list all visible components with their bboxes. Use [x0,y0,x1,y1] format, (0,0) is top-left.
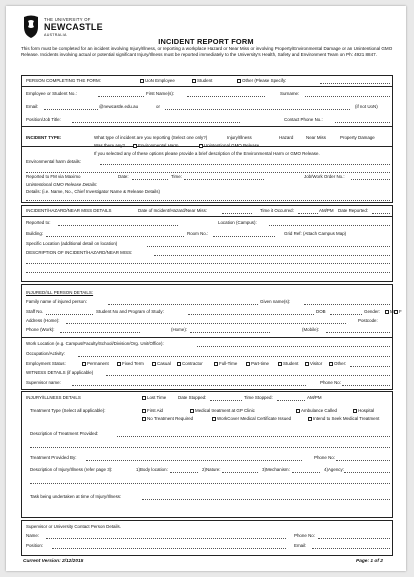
visitor-option[interactable]: Visitor [305,361,322,366]
form-title: INCIDENT REPORT FORM [158,37,254,46]
gender-label: Gender: [364,309,381,314]
incident-type-question: What type of incident are you reporting (Select one only?) [94,135,208,140]
incident-details-section [21,205,393,282]
incident-type-label: INCIDENT TYPE: [26,135,62,140]
contact-position-label: Position: [26,543,44,548]
contractor-checkbox[interactable] [177,362,181,366]
first-names-label: First Name(s): [146,91,175,96]
room-no-field[interactable] [213,236,275,237]
mechanism-label: 3)Mechanism: [262,467,290,472]
treatment-type-label: Treatment Type (Select all applicable): [30,408,106,413]
gmo-details-hint: Details: (i.e. Name, No., Chief Investigator Name & Release Details) [26,189,160,194]
first-aid-option[interactable]: First Aid [142,408,163,413]
nature-label: 2)Nature: [202,467,221,472]
no-treatment-checkbox[interactable] [142,417,146,421]
workcover-checkbox[interactable] [212,417,216,421]
dob-label: DOB [316,309,326,314]
witness-details-label: WITNESS DETAILS (if applicable) [26,370,94,375]
treatment-phone-field[interactable] [336,460,390,461]
contact-name-label: Name: [26,533,40,538]
time-stopped-label: Time Stopped: [244,395,273,400]
desc-treatment-line-2[interactable] [30,447,390,448]
staff-no-label: Staff No. [26,309,44,314]
incident-date-label: Date of Incident/Hazard/Near Miss: [138,208,208,213]
nature-field[interactable] [222,472,258,473]
maximo-date-label: Date: [118,174,129,179]
uon-employee-checkbox[interactable] [140,79,144,83]
supervisor-contact-section [21,520,393,556]
incident-time-label: Time it Occurred: [260,208,294,213]
description-field[interactable] [154,255,390,256]
version-text: Current Version: 2/12/2015 [23,559,84,564]
date-reported-label: Date Reported: [338,208,369,213]
coat-of-arms-icon [22,15,40,39]
task-label: Task being undertaken at time of Injury/Illness: [30,494,122,499]
job-no-label: Job/Work Order No.: [304,174,345,179]
home-address-label: Address (Home): [26,318,60,323]
occupation-label: Occupation/Activity: [26,351,65,356]
work-location-label: Work Location (e.g. Campus/Faculty/School/Division/Org. Unit/Office): [26,341,164,346]
injury-details-header: INJURY/ILLNESS DETAILS [26,395,81,400]
supervisor-name-field[interactable] [72,385,306,386]
near-miss-option[interactable]: Near Miss [306,135,326,140]
email-domain-text: @newcastle.edu.au [99,104,139,109]
part-time-option[interactable]: Part-time [246,361,269,366]
fixed-term-option[interactable]: Fixed Term [117,361,144,366]
body-location-label: 1)Body location: [136,467,168,472]
student-status-checkbox[interactable] [278,362,282,366]
student-no-label: Student No and Program of Study: [96,309,164,314]
surname-label: Surname: [280,91,300,96]
grid-ref-label: Grid Ref: (Attach Campus Map) [284,231,347,236]
family-name-label: Family name of injured person: [26,299,87,304]
contact-phone-no-label: Phone No: [294,533,315,538]
given-names-field[interactable] [304,304,390,305]
reported-to-field[interactable] [58,225,178,226]
medical-gp-checkbox[interactable] [190,409,194,413]
building-label: Building: [26,231,44,236]
other-option[interactable]: Other (Please Specify: [237,78,286,83]
lost-time-checkbox[interactable] [142,396,146,400]
contact-phone-field[interactable] [335,122,390,123]
desc-treatment-label: Description of Treatment Provided: [30,431,99,436]
phone-mobile-label: (Mobile): [302,327,320,332]
workcover-option[interactable]: WorkCover Medical Certificate Issued [212,416,291,421]
logo-country-text: AUSTRALIA [44,33,67,37]
gender-f-option[interactable]: F [394,309,402,314]
location-campus-label: Location (Campus): [218,220,257,225]
room-no-label: Room No.: [187,231,209,236]
medical-gp-option[interactable]: Medical treatment at GP Clinic [190,408,255,413]
first-names-field[interactable] [187,96,265,97]
other-status-checkbox[interactable] [329,362,333,366]
supervisor-name-label: Supervisor name: [26,380,61,385]
contractor-option[interactable]: Contractor [177,361,203,366]
contact-phone-label: Contact Phone No.: [284,117,323,122]
agency-label: 4)Agency: [324,467,344,472]
date-stopped-field[interactable] [210,400,242,401]
employee-no-field[interactable] [98,96,144,97]
employment-status-label: Employment Status: [26,361,66,366]
contact-email-field[interactable] [312,548,390,549]
gender-m-option[interactable]: M [385,309,394,314]
email-field[interactable] [44,109,98,110]
fixed-term-checkbox[interactable] [117,362,121,366]
maximo-time-field[interactable] [184,179,264,180]
page-number-text: Page: 1 of 2 [356,559,383,564]
incident-ampm-text: AM/PM [319,208,334,213]
other-specify-field[interactable] [320,83,390,84]
gender-m-checkbox[interactable] [385,310,389,314]
phone-work-field[interactable] [60,332,140,333]
permanent-checkbox[interactable] [82,362,86,366]
treatment-by-label: Treatment Provided By: [30,455,77,460]
env-harm-details-label: Environmental harm details: [26,159,82,164]
incident-time-field[interactable] [298,213,318,214]
injury-illness-option[interactable]: Injury/Illness [227,135,252,140]
date-reported-field[interactable] [372,213,390,214]
intend-treatment-option[interactable]: Intend to Seek Medical Treatment [308,416,379,421]
contact-name-field[interactable] [46,538,286,539]
property-damage-option[interactable]: Property Damage [340,135,375,140]
time-stopped-field[interactable] [277,400,305,401]
location-campus-field[interactable] [269,225,390,226]
full-time-checkbox[interactable] [214,362,218,366]
reported-maximo-label: Reported to FM via Maximo [26,174,81,179]
gmo-details-label: Unintentional GMO Release Details: [26,182,98,187]
position-field[interactable] [72,122,240,123]
dob-field[interactable] [330,314,362,315]
full-time-option[interactable]: Full-Time [214,361,237,366]
date-stopped-label: Date Stopped: [178,395,207,400]
injured-person-header: INJURED/ILL PERSON DETAILS: [26,290,94,295]
first-aid-checkbox[interactable] [142,409,146,413]
other-status-field[interactable] [350,366,390,367]
incident-details-header: INCIDENT/HAZARD/NEAR MISS DETAILS [26,208,112,213]
phone-mobile-field[interactable] [326,332,390,333]
gender-f-checkbox[interactable] [394,310,398,314]
maximo-time-label: Time: [171,174,182,179]
agency-field[interactable] [344,472,390,473]
supervisor-phone-field[interactable] [342,385,390,386]
description-line-2[interactable] [26,263,390,264]
part-time-checkbox[interactable] [246,362,250,366]
specific-location-field[interactable] [147,246,390,247]
contact-position-field[interactable] [52,548,286,549]
treatment-phone-label: Phone No: [314,455,335,460]
specific-location-label: Specific Location (additional detail on location) [26,241,118,246]
surname-field[interactable] [305,96,390,97]
incident-type-section [21,133,393,203]
logo-university-text: THE UNIVERSITY OF [44,17,91,22]
reported-to-label: Reported to: [26,220,51,225]
student-checkbox[interactable] [192,79,196,83]
injured-person-section [21,284,402,390]
work-location-field[interactable] [197,346,390,347]
env-harm-details-field[interactable] [100,164,390,165]
home-address-field[interactable] [66,323,346,324]
lost-time-option[interactable]: Lost Time [142,395,166,400]
description-line-3[interactable] [26,272,390,273]
other-status-option[interactable]: Other: [329,361,346,366]
no-treatment-option[interactable]: No Treatment Required [142,416,193,421]
ambulance-checkbox[interactable] [296,409,300,413]
gmo-details-field[interactable] [26,200,390,201]
casual-checkbox[interactable] [152,362,156,366]
intend-treatment-checkbox[interactable] [308,417,312,421]
permanent-option[interactable]: Permanent [82,361,109,366]
ambulance-option[interactable]: Ambulance Called [296,408,337,413]
hazard-option[interactable]: Hazard [279,135,294,140]
phone-home-field[interactable] [190,332,270,333]
postcode-label: Postcode: [358,318,378,323]
employee-no-label: Employee or Student No.: [26,91,77,96]
if-not-uon-text: (if not UoN) [355,104,378,109]
env-harm-checkbox[interactable] [133,144,137,148]
witness-details-field[interactable] [106,375,390,376]
task-field[interactable] [142,499,390,500]
supervisor-phone-label: Phone No: [320,380,341,385]
email-label: Email: [26,104,39,109]
visitor-checkbox[interactable] [305,362,309,366]
desc-treatment-field[interactable] [117,436,390,437]
stopped-ampm-text: AM/PM [307,395,322,400]
if-selected-text: If you selected any of these options please provide a brief description of the Environmental Harm or GMO Release. [94,151,320,156]
position-label: Position/Job Title: [26,117,61,122]
other-checkbox[interactable] [237,79,241,83]
injury-details-section [21,391,393,518]
job-no-field[interactable] [351,179,390,180]
student-no-field[interactable] [188,314,314,315]
family-name-field[interactable] [108,304,258,305]
hospital-option[interactable]: Hospital [353,408,374,413]
person-completing-label: PERSON COMPLETING THE FORM: [26,78,101,83]
intro-text: This form must be completed for an incident involving Injury/Illness, or reporting a workplace Hazard or Near Miss or involving Property/Environmental Damage or an Unintentional GMO Release. Incidents involving actual or potential significant Injury/Illness must be reported immediately to the University's Health, Safety and Environment Team on Ph: 4921 8847. [21,46,393,58]
incident-date-field[interactable] [222,213,252,214]
form-page [6,6,406,571]
description-label: DESCRIPTION OF INCIDENT/HAZARD/NEAR MISS: [26,250,133,255]
staff-no-field[interactable] [46,314,93,315]
student-status-option[interactable]: Student [278,361,298,366]
casual-option[interactable]: Casual [152,361,171,366]
student-option[interactable]: Student [192,78,212,83]
logo-name-text: NEWCASTLE [44,22,103,32]
env-harm-option[interactable]: Environmental Harm [133,143,178,148]
external-email-field[interactable] [165,109,350,110]
env-harm-details-line-2[interactable] [26,172,390,173]
treatment-by-field[interactable] [86,460,302,461]
gmo-option[interactable]: Unintentional GMO Release [199,143,259,148]
contact-phone-no-field[interactable] [318,538,390,539]
supervisor-contact-label: Supervisor or University Contact Person Details. [26,524,121,529]
mechanism-field[interactable] [292,472,320,473]
hospital-checkbox[interactable] [353,409,357,413]
contact-email-label: Email: [294,543,307,548]
body-location-field[interactable] [170,472,198,473]
occupation-field[interactable] [78,356,390,357]
gmo-checkbox[interactable] [199,144,203,148]
building-field[interactable] [46,236,184,237]
maximo-date-field[interactable] [132,179,168,180]
phone-work-label: Phone (Work): [26,327,55,332]
uon-employee-option[interactable]: UoN Employee [140,78,175,83]
desc-injury-line-2[interactable] [30,483,390,484]
given-names-label: Given name(s): [260,299,291,304]
harm-question: Was there any? [94,143,125,148]
desc-injury-label: Description of Injury/Illness (refer page 3): [30,467,113,472]
phone-home-label: (Home): [171,327,188,332]
email-or-text: or [156,104,160,109]
